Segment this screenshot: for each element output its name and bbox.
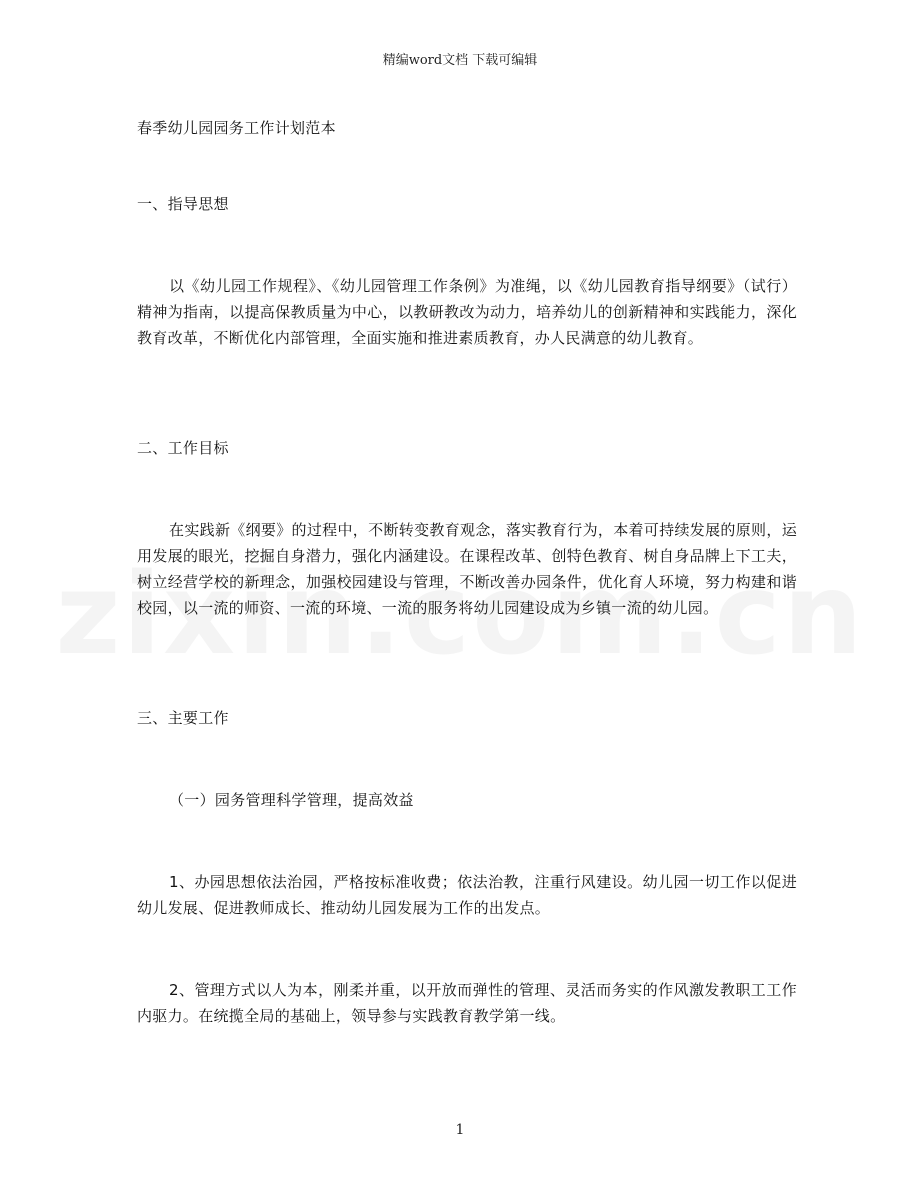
paragraph-work-goals: 在实践新《纲要》的过程中，不断转变教育观念，落实教育行为，本着可持续发展的原则，运用发展的眼光，挖掘自身潜力，强化内涵建设。在课程改革、创特色教育、树自身品牌上下工夫，树立经营学校的新理念，加强校园建设与管理，不断改善办园条件，优化育人环境，努力构建和谐校园，以一流的师资、一流的环境、一流的服务将幼儿园建设成为乡镇一流的幼儿园。 [137, 521, 797, 617]
list-item-2: 2、管理方式以人为本，刚柔并重，以开放而弹性的管理、灵活而务实的作风激发教职工工作内驱力。在统揽全局的基础上，领导参与实践教育教学第一线。 [137, 981, 797, 1025]
page-number: 1 [455, 1122, 465, 1138]
page-header: 精编word文档 下载可编辑 [382, 53, 538, 68]
section-heading-work-goals: 二、工作目标 [137, 439, 229, 457]
section-heading-main-work: 三、主要工作 [137, 709, 229, 727]
document-title: 春季幼儿园园务工作计划范本 [137, 119, 336, 137]
section-heading-guiding-thought: 一、指导思想 [137, 195, 229, 213]
paragraph-guiding-thought: 以《幼儿园工作规程》、《幼儿园管理工作条例》为准绳，以《幼儿园教育指导纲要》（试行）精神为指南，以提高保教质量为中心，以教研教改为动力，培养幼儿的创新精神和实践能力，深化教育改革，不断优化内部管理，全面实施和推进素质教育，办人民满意的幼儿教育。 [137, 277, 797, 347]
list-item-1: 1、办园思想依法治园，严格按标准收费；依法治教，注重行风建设。幼儿园一切工作以促进幼儿发展、促进教师成长、推动幼儿园发展为工作的出发点。 [137, 873, 797, 917]
subsection-heading-management: （一）园务管理科学管理，提高效益 [169, 791, 414, 809]
